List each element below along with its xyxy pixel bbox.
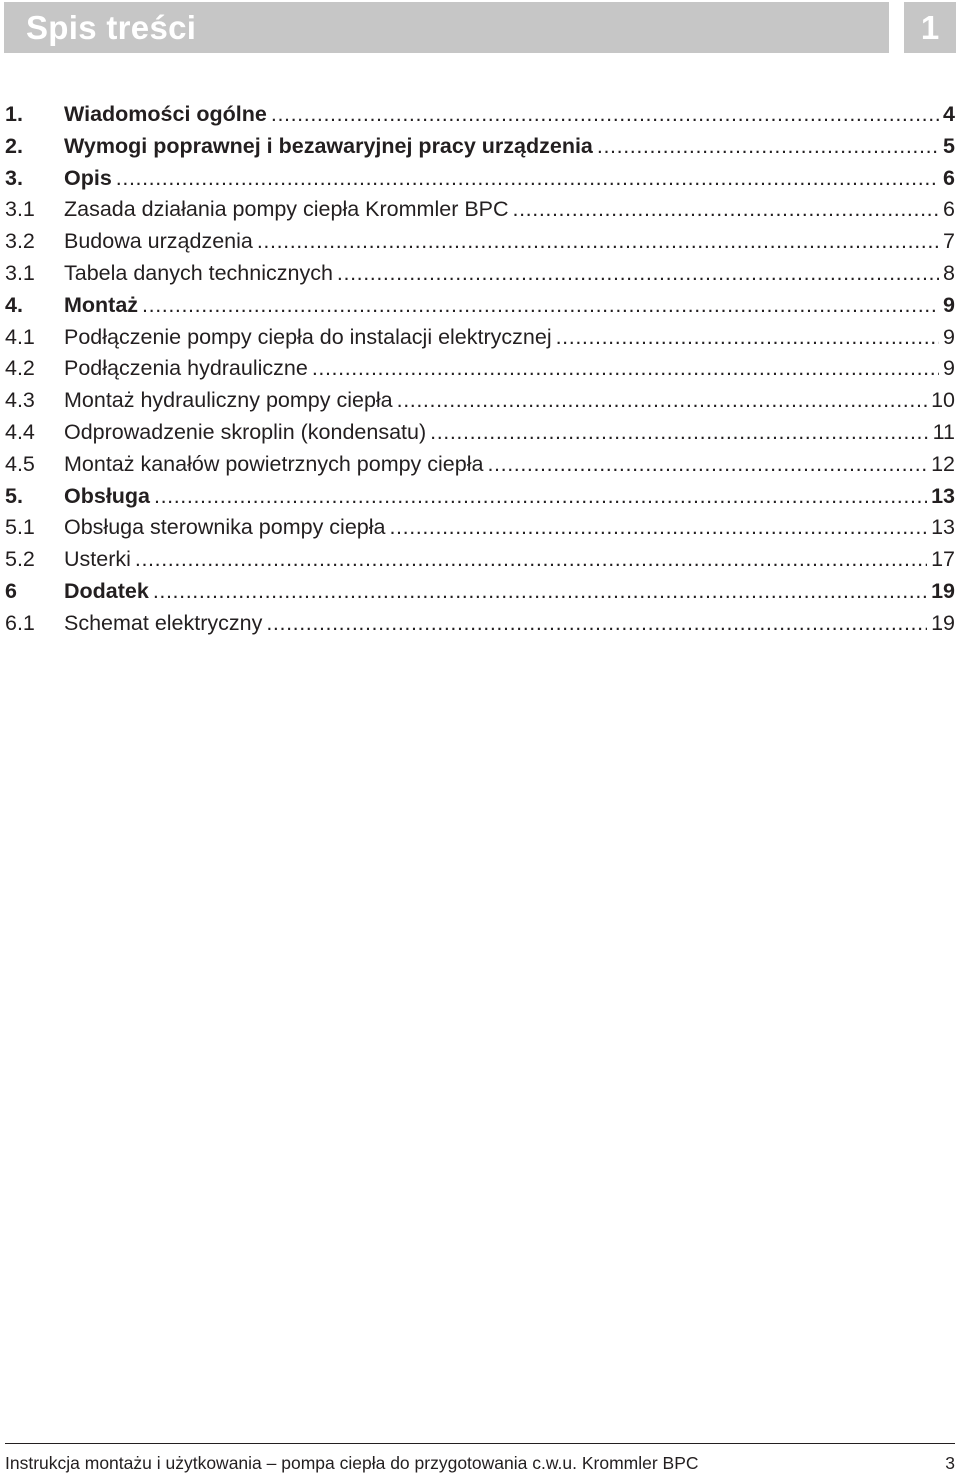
- toc-leader-dots: [389, 512, 927, 544]
- footer-page-number: 3: [945, 1453, 955, 1473]
- toc-entry-page: 9: [943, 356, 955, 381]
- toc-entry-title: Montaż kanałów powietrznych pompy ciepła: [64, 451, 484, 476]
- toc-entry[interactable]: [5, 290, 955, 322]
- toc-entry-title: Usterki: [64, 547, 131, 572]
- toc-entry-page: 9: [943, 324, 955, 349]
- toc-entry-page: 13: [931, 515, 955, 540]
- toc-entry-number: 5.: [5, 483, 23, 508]
- toc-leader-dots: [135, 544, 927, 576]
- toc-entry[interactable]: [5, 322, 955, 354]
- toc-entry-number: 4.3: [5, 388, 35, 413]
- toc-entry-page: 4: [943, 102, 955, 126]
- toc-leader-dots: [597, 131, 939, 163]
- toc-entry[interactable]: [5, 576, 955, 608]
- toc-leader-dots: [116, 163, 939, 195]
- toc-entry-number: 5.1: [5, 515, 35, 540]
- toc-entry-title: Obsługa sterownika pompy ciepła: [64, 515, 386, 540]
- footer-document-title: Instrukcja montażu i użytkowania – pompa ciepła do przygotowania c.w.u. Krommler BPC: [5, 1453, 699, 1473]
- toc-entry-page: 12: [931, 451, 955, 476]
- toc-entry-title: Montaż: [64, 292, 139, 317]
- page-footer: [5, 1443, 955, 1474]
- toc-entry-title: Opis: [64, 165, 112, 190]
- toc-entry-page: 6: [943, 197, 955, 222]
- toc-leader-dots: [271, 99, 939, 131]
- toc-entry-number: 4.: [5, 292, 23, 317]
- toc-entry-page: 13: [931, 483, 955, 508]
- toc-entry[interactable]: [5, 417, 955, 449]
- toc-entry[interactable]: [5, 385, 955, 417]
- toc-leader-dots: [430, 417, 929, 449]
- toc-leader-dots: [142, 290, 939, 322]
- toc-entry-number: 2.: [5, 133, 23, 158]
- toc-entry-number: 5.2: [5, 547, 35, 572]
- toc-entry-title: Zasada działania pompy ciepła Krommler BPC: [64, 197, 509, 222]
- toc-entry-title: Tabela danych technicznych: [64, 260, 333, 285]
- toc-entry-number: 4.2: [5, 356, 35, 381]
- toc-entry-page: 8: [943, 260, 955, 285]
- toc-entry-number: 4.5: [5, 451, 35, 476]
- toc-leader-dots: [397, 385, 927, 417]
- toc-entry[interactable]: [5, 608, 955, 640]
- toc-entry-number: 4.4: [5, 419, 35, 444]
- toc-entry-page: 9: [943, 292, 955, 317]
- toc-entry-page: 5: [943, 133, 955, 158]
- toc-entry-title: Wymogi poprawnej i bezawaryjnej pracy urządzenia: [64, 133, 593, 158]
- toc-entry-page: 11: [932, 419, 955, 444]
- toc-leader-dots: [154, 481, 927, 513]
- toc-entry[interactable]: [5, 258, 955, 290]
- chapter-number: 1: [920, 8, 940, 46]
- toc-entry-page: 19: [931, 578, 955, 603]
- toc-leader-dots: [487, 449, 927, 481]
- toc-entry[interactable]: [5, 226, 955, 258]
- toc-entry-title: Schemat elektryczny: [64, 610, 263, 635]
- toc-entry-page: 7: [943, 229, 955, 254]
- section-header: [4, 2, 889, 53]
- toc-entry-page: 17: [931, 547, 955, 572]
- toc-entry-number: 3.1: [5, 260, 35, 285]
- toc-entry-page: 6: [943, 165, 955, 190]
- toc-leader-dots: [513, 194, 940, 226]
- page-title: Spis treści: [26, 8, 197, 46]
- toc-entry-number: 3.: [5, 165, 23, 190]
- toc-leader-dots: [266, 608, 927, 640]
- chapter-badge: [904, 2, 956, 53]
- toc-entry-number: 3.1: [5, 197, 35, 222]
- toc-leader-dots: [556, 322, 939, 354]
- toc-entry-number: 3.2: [5, 229, 35, 254]
- toc-entry[interactable]: [5, 512, 955, 544]
- toc-entry-title: Dodatek: [64, 578, 149, 603]
- toc-entry[interactable]: [5, 163, 955, 195]
- toc-entry-title: Budowa urządzenia: [64, 229, 253, 254]
- toc-entry-title: Obsługa: [64, 483, 151, 508]
- toc-entry[interactable]: [5, 131, 955, 163]
- toc-entry-title: Odprowadzenie skroplin (kondensatu): [64, 419, 427, 444]
- toc-entry[interactable]: [5, 194, 955, 226]
- toc-entry-number: 6: [5, 578, 17, 603]
- toc-entry-page: 19: [931, 610, 955, 635]
- toc-leader-dots: [337, 258, 939, 290]
- toc-entry[interactable]: [5, 544, 955, 576]
- toc-entry-title: Podłączenie pompy ciepła do instalacji elektrycznej: [64, 324, 552, 349]
- toc-entry-number: 6.1: [5, 610, 35, 635]
- toc-leader-dots: [312, 353, 939, 385]
- toc-entry-number: 1.: [5, 102, 23, 126]
- toc-entry[interactable]: [5, 481, 955, 513]
- toc-entry-title: Montaż hydrauliczny pompy ciepła: [64, 388, 393, 413]
- toc-entry[interactable]: [5, 353, 955, 385]
- toc-leader-dots: [257, 226, 939, 258]
- toc-entry-title: Podłączenia hydrauliczne: [64, 356, 308, 381]
- toc-entry[interactable]: [5, 449, 955, 481]
- toc-entry-title: Wiadomości ogólne: [64, 102, 267, 126]
- toc-entry-number: 4.1: [5, 324, 35, 349]
- toc-entry-page: 10: [931, 388, 955, 413]
- toc-leader-dots: [153, 576, 927, 608]
- table-of-contents: [5, 99, 955, 640]
- toc-entry[interactable]: [5, 99, 955, 131]
